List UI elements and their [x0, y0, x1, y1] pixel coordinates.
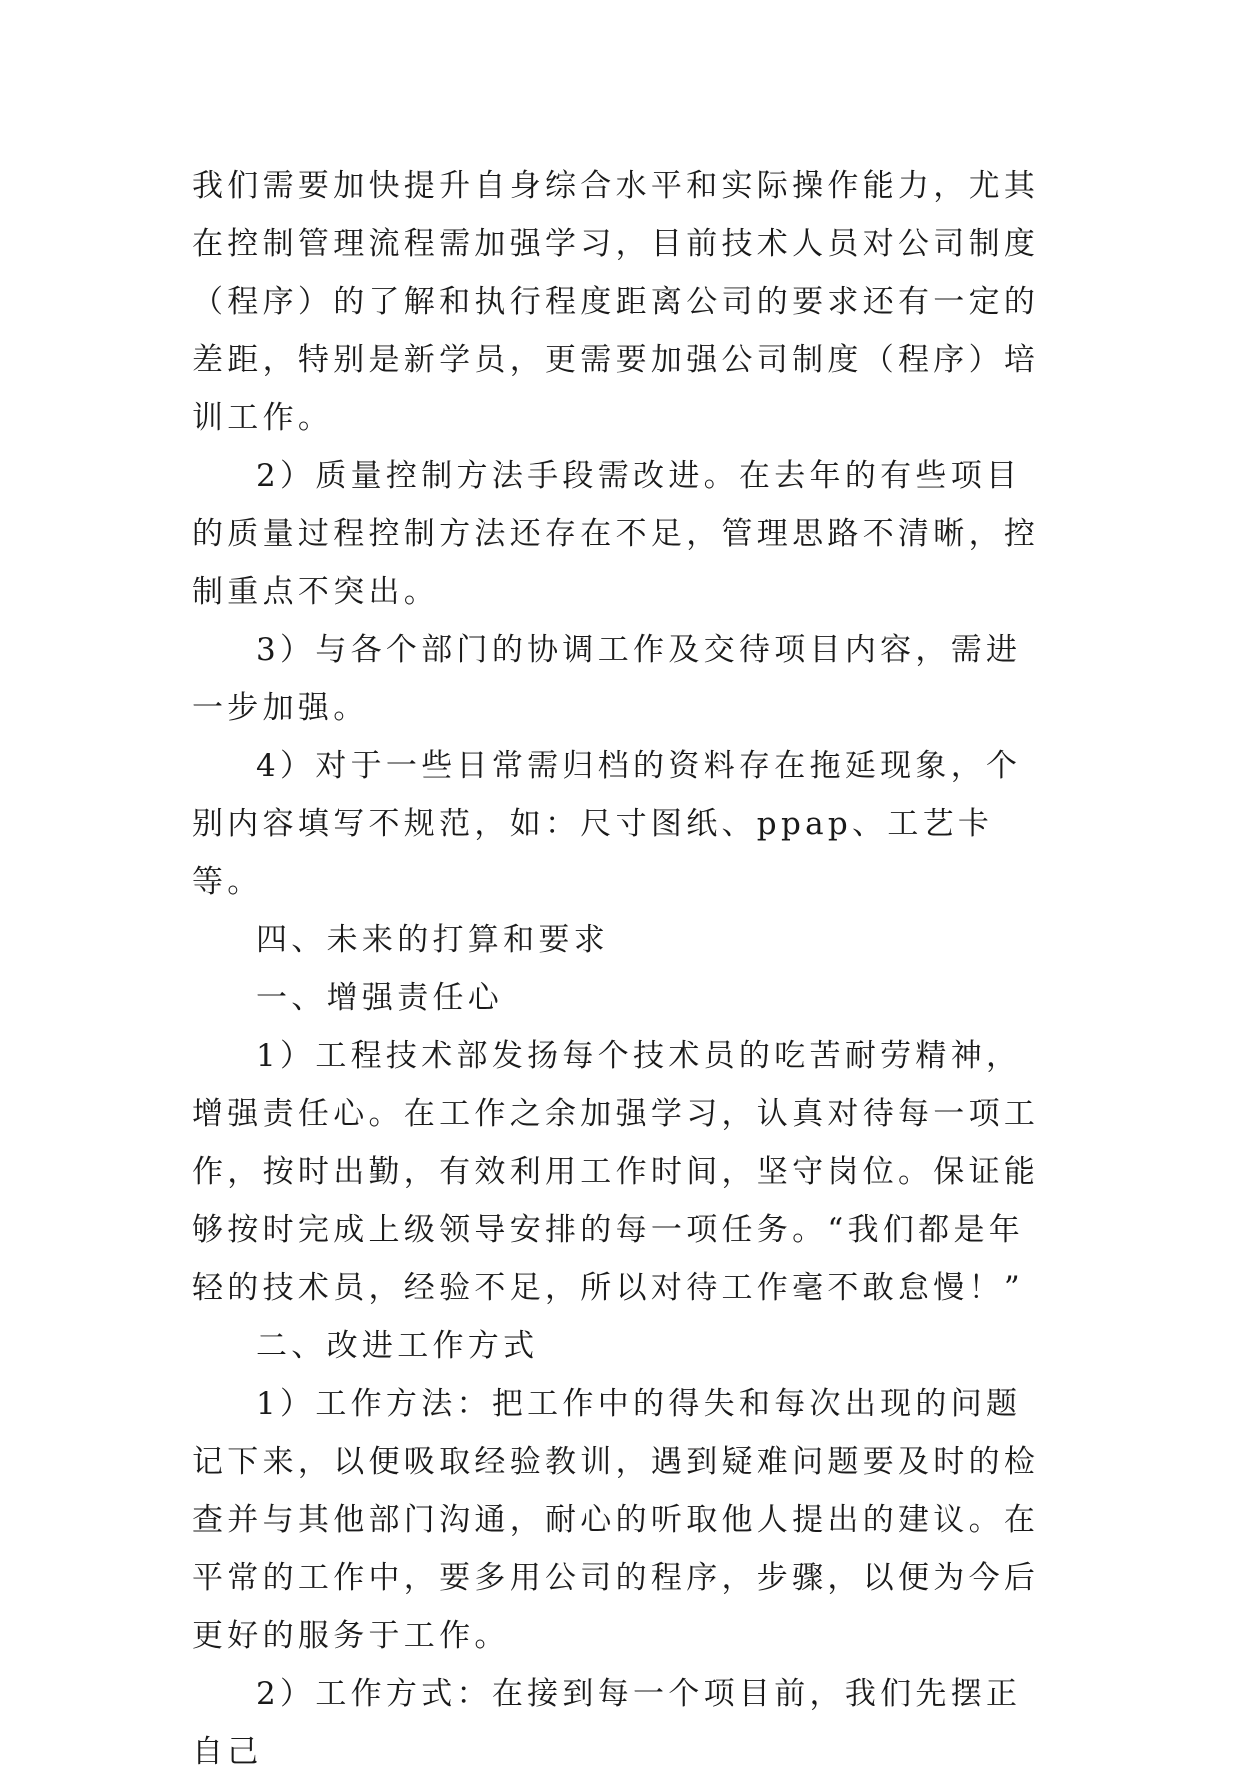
- section-heading: 四、未来的打算和要求: [256, 922, 609, 958]
- subsection-heading: 一、增强责任心: [256, 980, 504, 1016]
- paragraph: 1）工程技术部发扬每个技术员的吃苦耐劳精神，增强责任心。在工作之余加强学习，认真对待每一项工作，按时出勤，有效利用工作时间，坚守岗位。保证能够按时完成上级领导安排的每一项任务。“我们都是年轻的技术员，经验不足，所以对待工作毫不敢怠慢！”: [192, 1038, 1040, 1306]
- paragraph: 3）与各个部门的协调工作及交待项目内容，需进一步加强。: [192, 632, 1022, 726]
- document-body: [192, 157, 1052, 1781]
- subsection-heading: 二、改进工作方式: [256, 1328, 539, 1364]
- paragraph: 4）对于一些日常需归档的资料存在拖延现象，个别内容填写不规范，如：尺寸图纸、ppap、工艺卡等。: [192, 748, 1022, 900]
- paragraph: 2）质量控制方法手段需改进。在去年的有些项目的质量过程控制方法还存在不足，管理思路不清晰，控制重点不突出。: [192, 458, 1040, 610]
- paragraph: 2）工作方式：在接到每一个项目前，我们先摆正自己: [192, 1676, 1022, 1770]
- paragraph: 1）工作方法：把工作中的得失和每次出现的问题记下来，以便吸取经验教训，遇到疑难问题要及时的检查并与其他部门沟通，耐心的听取他人提出的建议。在平常的工作中，要多用公司的程序，步骤，以便为今后更好的服务于工作。: [192, 1386, 1040, 1654]
- paragraph: 我们需要加快提升自身综合水平和实际操作能力，尤其在控制管理流程需加强学习，目前技术人员对公司制度（程序）的了解和执行程度距离公司的要求还有一定的差距，特别是新学员，更需要加强公司制度（程序）培训工作。: [192, 168, 1040, 436]
